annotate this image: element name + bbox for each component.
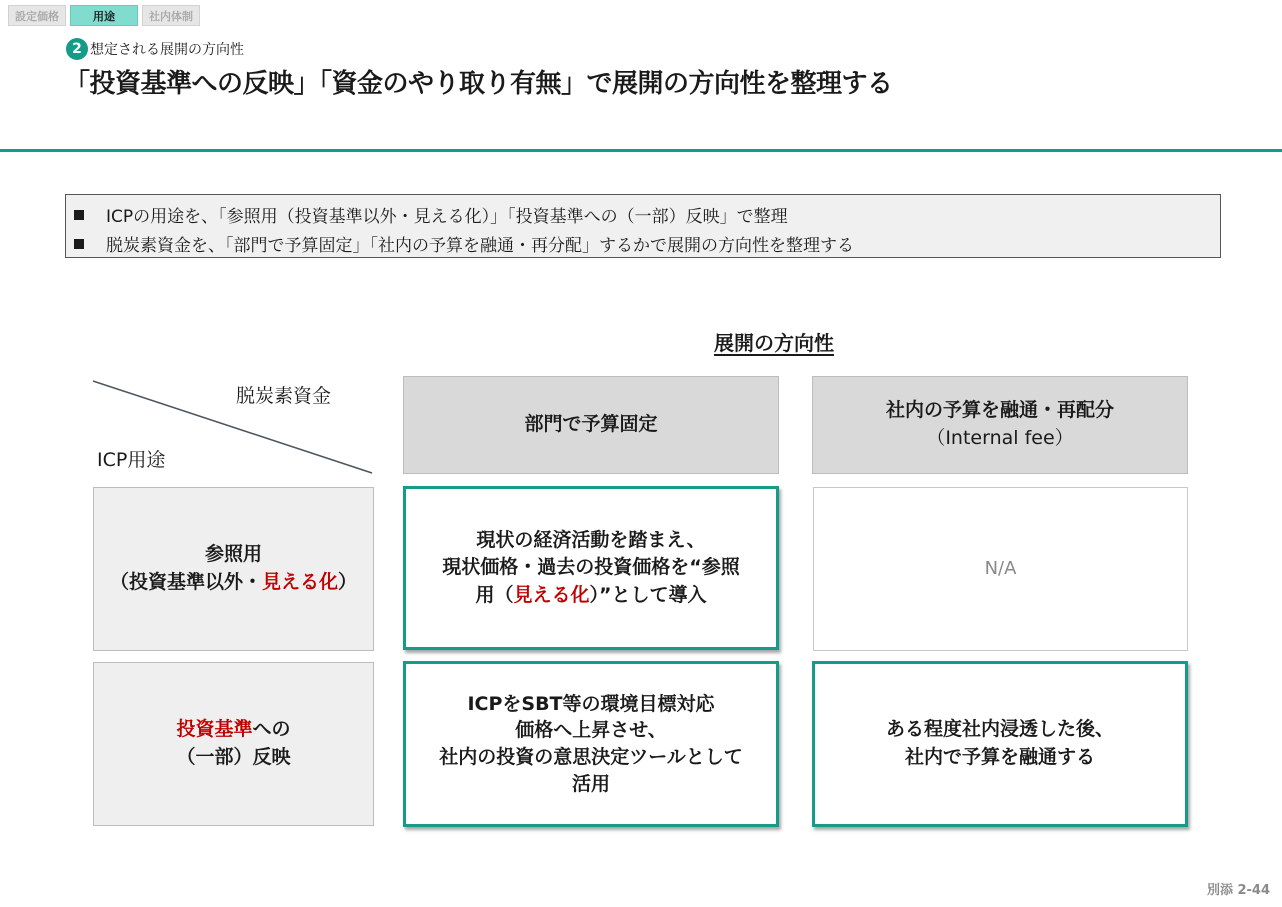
step-label: 想定される展開の方向性 xyxy=(90,42,244,58)
axis-label-funding: 脱炭素資金 xyxy=(236,385,332,407)
summary-text: 脱炭素資金を、「部門で予算固定」「社内の予算を融通・再分配」するかで展開の方向性を整理する xyxy=(106,236,854,256)
row-header-text xyxy=(176,716,290,744)
cell-text: 現状の経済活動を踏まえ、 xyxy=(476,528,706,551)
column-header-subtext: （Internal fee） xyxy=(926,427,1074,449)
cell-text: 社内の投資の意思決定ツールとして xyxy=(439,746,743,768)
row-header-text-part: （投資基準以外・ xyxy=(109,571,262,593)
cell-text-na: N/A xyxy=(984,557,1017,579)
cell-investment-fixed-budget xyxy=(403,661,779,827)
row-header-subtext xyxy=(110,569,357,597)
column-header-internal-fee xyxy=(812,376,1188,474)
row-header-reference xyxy=(93,487,374,651)
summary-text: ICPの用途を、「参照用（投資基準以外・見える化）」「投資基準への（一部）反映」で整理 xyxy=(106,207,788,227)
direction-heading: 展開の方向性 xyxy=(714,331,834,355)
cell-text: 社内で予算を融通する xyxy=(904,746,1095,768)
cell-text: 活用 xyxy=(571,772,610,795)
cell-text-part: ）”として導入 xyxy=(589,583,707,606)
step-number-badge: 2 xyxy=(66,38,88,60)
cell-text: ICPをSBT等の環境目標対応 xyxy=(467,692,715,715)
tab-setting-price[interactable]: 設定価格 xyxy=(8,5,66,26)
cell-text xyxy=(475,582,706,610)
highlight-text: 投資基準 xyxy=(176,718,253,741)
tab-internal-structure[interactable]: 社内体制 xyxy=(142,5,200,26)
axis-label-icp-usage: ICP用途 xyxy=(97,449,166,471)
page-number: 別添 2-44 xyxy=(1206,883,1270,898)
column-header-fixed-budget xyxy=(403,376,779,474)
highlight-text: 見える化 xyxy=(513,583,590,606)
cell-text: 価格へ上昇させ、 xyxy=(515,719,667,742)
row-header-text-part: ） xyxy=(338,571,358,593)
page-title: 「投資基準への反映」「資金のやり取り有無」で展開の方向性を整理する xyxy=(64,69,893,99)
row-header-text: 参照用 xyxy=(204,543,262,566)
cell-investment-internal-fee xyxy=(812,661,1188,827)
highlight-text: 見える化 xyxy=(261,571,338,593)
tab-usage[interactable]: 用途 xyxy=(70,5,138,26)
cell-reference-internal-fee xyxy=(813,487,1188,651)
row-header-text-part: への xyxy=(252,718,291,741)
cell-text-part: 用（ xyxy=(475,583,514,606)
row-header-subtext: （一部）反映 xyxy=(176,746,291,768)
row-header-investment-criteria xyxy=(93,662,374,826)
cell-text: ある程度社内浸透した後、 xyxy=(885,718,1114,741)
column-header-text: 部門で予算固定 xyxy=(524,413,658,436)
cell-text: 現状価格・過去の投資価格を“参照 xyxy=(442,556,740,579)
column-header-text: 社内の予算を融通・再配分 xyxy=(885,399,1114,422)
cell-reference-fixed-budget xyxy=(403,486,779,650)
